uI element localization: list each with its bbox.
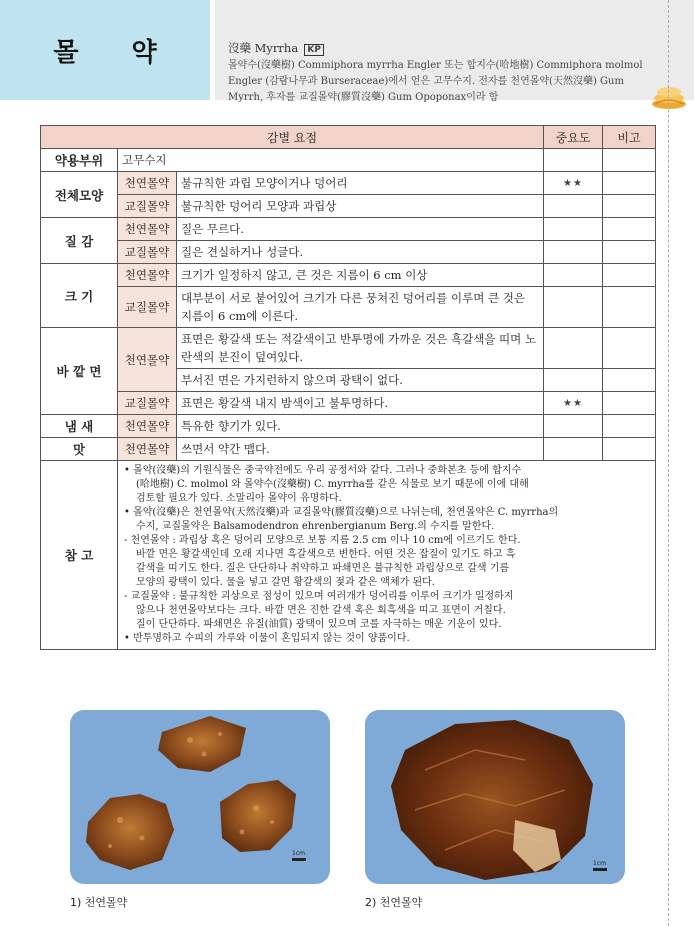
reference-line: 수지, 교질몰약은 Balsamodendron ehrenbergianum Berg.의 수지를 말한다.	[136, 521, 495, 532]
table-row	[41, 287, 656, 328]
table-row	[41, 415, 656, 438]
reference-line: 모양의 광택이 있다. 물을 넣고 갈면 황갈색의 젖과 같은 액체가 된다.	[136, 577, 435, 588]
reference-line: 검토할 필요가 있다. 소말리아 몰약이 유명하다.	[136, 493, 342, 504]
herb-name: 沒藥 Myrrha	[228, 41, 299, 55]
remarks-cell	[603, 287, 656, 328]
table-row	[41, 392, 656, 415]
type-label: 천연몰약	[118, 172, 177, 195]
myrrh-lumps-illustration	[70, 710, 330, 884]
remarks-cell	[603, 241, 656, 264]
remarks-cell	[603, 172, 656, 195]
scale-label: 1cm	[292, 850, 305, 857]
reference-notes	[118, 461, 656, 650]
figure-caption-2: 2) 천연몰약	[365, 896, 423, 909]
page-edge-dash	[668, 0, 669, 926]
table-row	[41, 328, 656, 369]
header-importance: 중요도	[544, 126, 603, 149]
reference-line: 갈색을 띠기도 한다. 질은 단단하나 취약하고 파쇄면은 불규칙한 과립상으로 갈색 기름	[136, 563, 510, 574]
table-row	[41, 241, 656, 264]
reference-line: • 몰약(沒藥)의 기원식물은 중국약전에도 우리 공정서와 같다. 그러나 중화본초 등에 합지수	[124, 465, 522, 476]
reference-line: 질이 단단하다. 파쇄면은 유질(油質) 광택이 있으며 코를 자극하는 매운 기운이 있다.	[136, 619, 502, 630]
remarks-cell	[603, 218, 656, 241]
intro-line: 몰약수(沒藥樹) Commiphora myrrha Engler 또는 합지수(哈地樹) Commiphora molmol	[228, 60, 643, 71]
title-box	[0, 0, 210, 100]
category-reference: 참 고	[41, 461, 118, 650]
table-row	[41, 149, 656, 172]
importance-cell	[544, 438, 603, 461]
type-label: 천연몰약	[118, 218, 177, 241]
importance-cell	[544, 149, 603, 172]
reference-line: 않으나 천연몰약보다는 크다. 바깥 면은 진한 갈색 혹은 회흑색을 띠고 표면이 거칠다.	[136, 605, 506, 616]
remarks-cell	[603, 328, 656, 369]
importance-cell	[544, 287, 603, 328]
type-label: 교질몰약	[118, 287, 177, 328]
photo-natural-myrrh-2	[365, 710, 625, 884]
row-description: 표면은 황갈색 또는 적갈색이고 반투명에 가까운 것은 흑갈색을 띠며 노란색의 분진이 덮여있다.	[177, 328, 544, 369]
importance-cell	[544, 369, 603, 392]
identification-table	[40, 125, 656, 650]
row-description: 질은 견실하거나 성글다.	[177, 241, 544, 264]
row-description: 불규칙한 덩어리 모양과 과립상	[177, 195, 544, 218]
importance-cell: ★★	[544, 172, 603, 195]
row-description: 고무수지	[118, 149, 544, 172]
row-description: 대부분이 서로 붙어있어 크기가 다른 뭉쳐진 덩어리를 이루며 큰 것은 지름이 6 cm에 이른다.	[177, 287, 544, 328]
importance-cell	[544, 218, 603, 241]
header-key-points: 감별 요점	[41, 126, 544, 149]
remarks-cell	[603, 264, 656, 287]
category-medicinal-part: 약용부위	[41, 149, 118, 172]
row-description: 질은 무르다.	[177, 218, 544, 241]
figure-caption-1: 1) 천연몰약	[70, 896, 128, 909]
type-label: 교질몰약	[118, 392, 177, 415]
type-label: 천연몰약	[118, 438, 177, 461]
scale-label: 1cm	[593, 860, 606, 867]
myrrh-lump-illustration	[365, 710, 625, 884]
table-header-row	[41, 126, 656, 149]
table-row	[41, 218, 656, 241]
kp-badge: KP	[304, 44, 324, 56]
importance-cell	[544, 241, 603, 264]
category-smell: 냄 새	[41, 415, 118, 438]
reference-line: • 몰약(沒藥)은 천연몰약(天然沒藥)과 교질몰약(膠質沒藥)으로 나뉘는데, 천연몰약은 C. myrrha의	[124, 507, 559, 518]
photo-natural-myrrh-1	[70, 710, 330, 884]
herb-name-line	[228, 40, 664, 58]
type-label: 천연몰약	[118, 415, 177, 438]
table-row	[41, 195, 656, 218]
table-row	[41, 461, 656, 650]
intro-block	[228, 40, 664, 106]
row-description: 특유한 향기가 있다.	[177, 415, 544, 438]
page-title: 몰 약	[53, 37, 179, 68]
category-overall-shape: 전체모양	[41, 172, 118, 218]
reference-line: (哈地樹) C. molmol 와 몰약수(沒藥樹) C. myrrha를 같은 식물로 보기 때문에 이에 대해	[136, 479, 529, 490]
category-texture: 질 감	[41, 218, 118, 264]
category-taste: 맛	[41, 438, 118, 461]
importance-cell: ★★	[544, 392, 603, 415]
row-description: 크기가 일정하지 않고, 큰 것은 지름이 6 cm 이상	[177, 264, 544, 287]
type-label: 천연몰약	[118, 264, 177, 287]
importance-cell	[544, 415, 603, 438]
intro-line: Engler (감람나무과 Burseraceae)에서 얻은 고무수지. 전자를 천연몰약(天然沒藥) Gum	[228, 76, 624, 87]
importance-cell	[544, 264, 603, 287]
remarks-cell	[603, 438, 656, 461]
reference-line: - 교질몰약 : 불규칙한 괴상으로 점성이 있으며 여러개가 덩어리를 이루어 크기가 일정하지	[124, 591, 514, 602]
reference-line: • 반투명하고 수피의 가루와 이물이 혼입되지 않는 것이 양품이다.	[124, 633, 410, 644]
remarks-cell	[603, 392, 656, 415]
reference-line: 바깥 면은 황갈색인데 오래 지나면 흑갈색으로 변한다. 어떤 것은 잡질이 있기도 하고 흑	[136, 549, 516, 560]
remarks-cell	[603, 415, 656, 438]
importance-cell	[544, 328, 603, 369]
type-label: 천연몰약	[118, 328, 177, 392]
category-exterior: 바 깥 면	[41, 328, 118, 415]
row-description: 쓰면서 약간 맵다.	[177, 438, 544, 461]
row-description: 불규칙한 과립 모양이거나 덩어리	[177, 172, 544, 195]
remarks-cell	[603, 369, 656, 392]
row-description: 표면은 황갈색 내지 밤색이고 불투명하다.	[177, 392, 544, 415]
table-row	[41, 172, 656, 195]
remarks-cell	[603, 195, 656, 218]
type-label: 교질몰약	[118, 241, 177, 264]
intro-line: Myrrh, 후자를 교질몰약(膠質沒藥) Gum Opoponax이라 함	[228, 92, 499, 103]
category-size: 크 기	[41, 264, 118, 328]
remarks-cell	[603, 149, 656, 172]
type-label: 교질몰약	[118, 195, 177, 218]
title-separator	[210, 0, 215, 100]
book-stack-icon	[650, 84, 688, 110]
importance-cell	[544, 195, 603, 218]
table-row	[41, 438, 656, 461]
table-row	[41, 264, 656, 287]
header-remarks: 비고	[603, 126, 656, 149]
row-description: 부서진 면은 가지런하지 않으며 광택이 없다.	[177, 369, 544, 392]
reference-line: - 천연몰약 : 과립상 혹은 덩어리 모양으로 보통 지름 2.5 cm 이나 10 cm에 이르기도 한다.	[124, 535, 521, 546]
